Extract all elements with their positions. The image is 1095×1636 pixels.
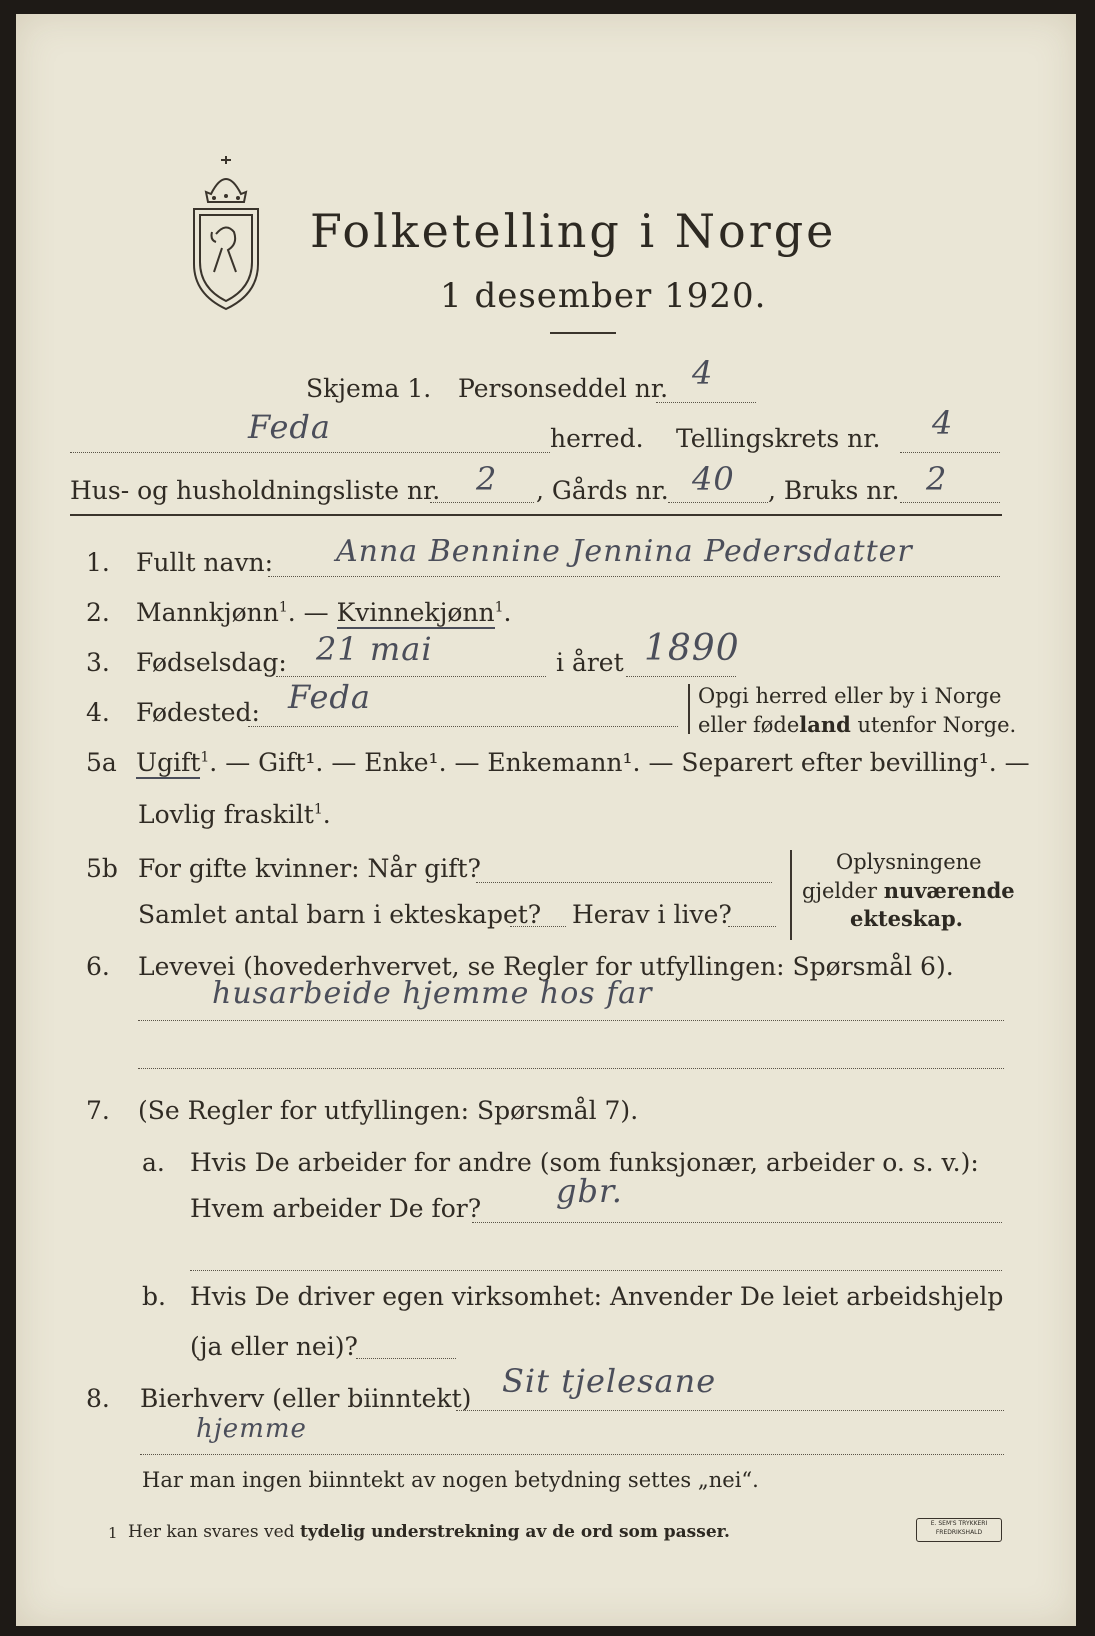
- q4-birthplace: Feda: [288, 678, 371, 716]
- q1-line: [268, 576, 1000, 577]
- q5b-note-line2: gjelder nuværende: [802, 878, 1015, 903]
- q7b-letter: b.: [142, 1282, 166, 1311]
- q7-number: 7.: [86, 1096, 110, 1125]
- printer-stamp: E. SEM'S TRYKKERI FREDRIKSHALD: [916, 1518, 1002, 1542]
- q4-number: 4.: [86, 698, 110, 727]
- q4-note-line2: eller fødeland utenfor Norge.: [698, 712, 1017, 737]
- q1-full-name: Anna Bennine Jennina Pedersdatter: [336, 534, 913, 569]
- q1-number: 1.: [86, 548, 110, 577]
- bruks-label: , Bruks nr.: [768, 476, 900, 505]
- q8-note: Har man ingen biinntekt av nogen betydning settes „nei“.: [142, 1468, 759, 1492]
- q6-line2: [138, 1068, 1004, 1069]
- q6-number: 6.: [86, 952, 110, 981]
- norwegian-coat-of-arms-icon: [176, 154, 276, 314]
- q8-sideline-value: Sit tjelesane: [502, 1362, 717, 1400]
- q7b-question: (ja eller nei)?: [190, 1332, 358, 1361]
- footnote-number: 1: [108, 1524, 118, 1542]
- q8-line1: [456, 1410, 1004, 1411]
- tellingskrets-line: [900, 452, 1000, 453]
- bruks-line: [900, 502, 1000, 503]
- gards-line: [668, 502, 768, 503]
- title-divider: [550, 332, 616, 334]
- personseddel-line: [656, 402, 756, 403]
- hus-label: Hus- og husholdningsliste nr.: [70, 476, 441, 505]
- q8-line2: [140, 1454, 1004, 1455]
- herred-line: [70, 452, 550, 453]
- herred-label: herred.: [550, 424, 644, 453]
- tellingskrets-value: 4: [932, 404, 954, 442]
- q3-label: Fødselsdag:: [136, 648, 287, 677]
- q7a-line1: [472, 1222, 1002, 1223]
- bruks-value: 2: [926, 460, 948, 498]
- form-title: Folketelling i Norge: [310, 204, 837, 258]
- q6-label: Levevei (hovederhvervet, se Regler for utfyllingen: Spørsmål 6).: [138, 952, 954, 981]
- q2-number: 2.: [86, 598, 110, 627]
- q7b-text: Hvis De driver egen virksomhet: Anvender De leiet arbeidshjelp: [190, 1282, 1004, 1311]
- q8-label: Bierhverv (eller biinntekt): [140, 1384, 472, 1413]
- q7a-employer: gbr.: [556, 1172, 623, 1210]
- q5b-note-line3: ekteskap.: [850, 906, 963, 931]
- q3-year: 1890: [644, 628, 740, 669]
- q5b-when-married: For gifte kvinner: Når gift?: [138, 854, 481, 883]
- gards-label: , Gårds nr.: [536, 476, 669, 505]
- q8-sideline-value2: hjemme: [196, 1414, 307, 1444]
- q3-number: 3.: [86, 648, 110, 677]
- q7a-line2: [190, 1270, 1002, 1271]
- q5b-children: Samlet antal barn i ekteskapet?: [138, 900, 542, 929]
- herred-value: Feda: [248, 408, 331, 446]
- q3-year-label: i året: [556, 648, 624, 677]
- q5a-ugift-underlined: Ugift: [136, 748, 201, 777]
- q4-brace: [688, 684, 690, 734]
- q5b-line1: [476, 882, 772, 883]
- header-divider: [70, 514, 1002, 516]
- hus-line: [430, 502, 534, 503]
- census-form-sheet: [16, 14, 1076, 1626]
- q7b-line: [356, 1358, 456, 1359]
- q1-label: Fullt navn:: [136, 548, 274, 577]
- skjema-label: Skjema 1.: [306, 374, 432, 403]
- q7a-text: Hvis De arbeider for andre (som funksjonær, arbeider o. s. v.):: [190, 1148, 979, 1177]
- q3-year-line: [626, 676, 736, 677]
- tellingskrets-label: Tellingskrets nr.: [676, 424, 881, 453]
- census-date: 1 desember 1920.: [440, 276, 767, 316]
- q5b-brace: [790, 850, 792, 940]
- hus-value: 2: [476, 460, 498, 498]
- q5b-alive: Herav i live?: [572, 900, 732, 929]
- q5b-number: 5b: [86, 854, 118, 883]
- q8-number: 8.: [86, 1384, 110, 1413]
- q5b-note-line1: Oplysningene: [836, 850, 982, 874]
- personseddel-label: Personseddel nr.: [458, 374, 669, 403]
- q4-label: Fødested:: [136, 698, 260, 727]
- q3-line: [276, 676, 546, 677]
- q6-occupation: husarbeide hjemme hos far: [212, 976, 653, 1011]
- q2-female-underlined: Kvinnekjønn: [336, 598, 495, 627]
- footnote-text: Her kan svares ved tydelig understrekning av de ord som passer.: [128, 1522, 730, 1542]
- q5a-options: Ugift$^1$. — Gift¹. — Enke¹. — Enkemann¹. — Separert efter bevilling¹. —: [136, 748, 1030, 777]
- q7a-question: Hvem arbeider De for?: [190, 1194, 482, 1223]
- q4-line: [248, 726, 678, 727]
- q5a-number: 5a: [86, 748, 117, 777]
- q2-male: Mannkjønn: [136, 598, 279, 627]
- q3-birthday: 21 mai: [316, 630, 433, 668]
- personseddel-value: 4: [692, 354, 714, 392]
- q5b-children-line: [510, 926, 566, 927]
- q7-label: (Se Regler for utfyllingen: Spørsmål 7).: [138, 1096, 639, 1125]
- q7a-letter: a.: [142, 1148, 165, 1177]
- q2-options: Mannkjønn$^1$. — Kvinnekjønn$^1$.: [136, 598, 512, 627]
- q5b-alive-line: [728, 926, 776, 927]
- q6-line1: [138, 1020, 1004, 1021]
- q5a-line2: Lovlig fraskilt$^1$.: [138, 800, 331, 829]
- gards-value: 40: [692, 460, 735, 498]
- q4-note-line1: Opgi herred eller by i Norge: [698, 684, 1002, 708]
